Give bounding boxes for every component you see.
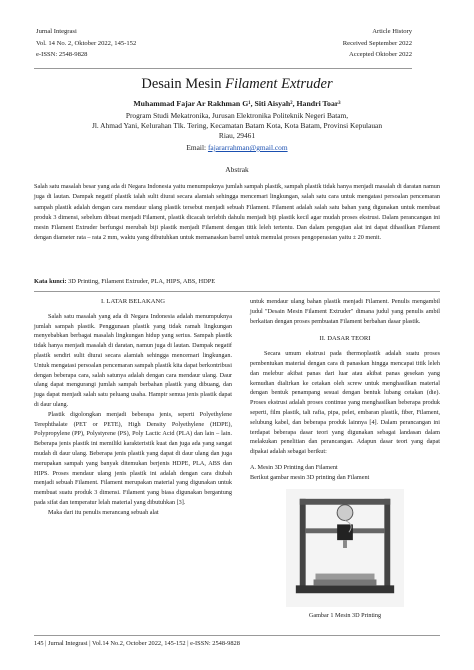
footer-divider (34, 635, 440, 636)
keywords-label: Kata kunci: (34, 278, 67, 285)
paper-title (0, 76, 474, 93)
authors: Muhammad Fajar Ar Rakhman G¹, Siti Aisyah², Handri Toar³ (133, 99, 341, 108)
accepted-date: Accepted Oktober 2022 (349, 51, 412, 58)
keywords-text: 3D Printing, Filament Extruder, PLA, HIPS, ABS, HDPE (66, 278, 216, 285)
page-footer: 145 | Jurnal Integrasi | Vol.14 No.2, October 2022, 145-152 | e-ISSN: 2548-9828 (34, 640, 240, 647)
email-line (0, 143, 474, 152)
section-heading-dasar-teori: II. DASAR TEORI (319, 335, 371, 343)
affiliation (40, 111, 434, 142)
affiliation-line: Riau, 29461 (218, 131, 256, 141)
section-heading-latar-belakang: I. LATAR BELAKANG (100, 298, 166, 305)
subsection-heading: A. Mesin 3D Printing dan Filament (250, 463, 338, 471)
paragraph: Salah satu masalah yang ada di Negara Indonesia adalah menumpuknya jumlah sampah plastik. Penggunaan plastik yang tidak ramah lingkungan menyebabkan berbagai masalah lingkungan hidup yang serius. Sampah plastik tidak hanya menjadi masalah di daratan, namun juga di lautan. Dampak negatif plastik sendiri sulit diurai secara alamiah sehingga mencemari lingkungan. Untuk mengatasi persoalan pencemaran sampah plastik kita dapat berkontribusi dengan beberapa cara, salah satunya adalah dengan cara mendaur ulang. Daur ulang dapat mengurangi jumlah sampah berbahan plastik yang dibuang, dan juga dapat menjadi salah satu peluang usaha. Hampir semua jenis plastik dapat di daur ulang. (34, 312, 232, 408)
email-label: Email: (186, 143, 208, 152)
header-divider (34, 68, 412, 69)
abstract-title: Abstrak (225, 165, 249, 174)
title-italic: Filament Extruder (225, 76, 333, 92)
left-column (34, 297, 232, 518)
email-link[interactable]: fajararrahman@gmail.com (207, 143, 288, 152)
affiliation-line: Program Studi Mekatronika, Jurusan Elektronika Politeknik Negeri Batam, (125, 111, 349, 120)
journal-volume: Vol. 14 No. 2, Oktober 2022, 145-152 (36, 39, 137, 47)
right-column (250, 297, 440, 620)
abstract-body: Salah satu masalah besar yang ada di Negara Indonesia yaitu menumpuknya jumlah sampah plastik, sampah plastik tidak hanya menjadi masalah di daratan namun juga di lautan. Dampak negatif plastik ialah sulit diurai secara alamiah sehingga mencemari lingkungan, salah satu cara untuk mengatasi persoalan pencemaran sampah plastik adalah dengan cara mendaur ulang plastik tersebut menjadi sebuah Filament. Filament adalah salah satu bahan yang digunakan untuk membuat produk 3 dimensi, sebelum dibuat menjadi Filament, plastik dicacah terlebih dahulu menjadi biji plastik kecil agar mudah proses ekstrusi. Dalam perancangan ini mesin Filament Extruder berfungsi merubah biji plastik menjadi Filament dengan titik leleh tertentu. Dan dalam pengujian alat ini dapat dihasilkan Filament dengan diameter rata – rata 2 mm, waktu yang dibutuhkan untuk memanaskan barrel untuk memulai proses pengoperasian yaitu ± 20 menit. (34, 183, 440, 242)
header-right (343, 26, 412, 61)
affiliation-line: Jl. Ahmad Yani, Kelurahan Tlk. Tering, Kecamatan Batam Kota, Kota Batam, Provinsi Kepulauan (91, 121, 383, 131)
keywords-divider (34, 291, 440, 292)
header-left (36, 26, 136, 61)
3d-printer-figure (286, 489, 404, 607)
paragraph: Maka dari itu penulis merancang sebuah alat (48, 508, 159, 516)
paragraph: untuk mendaur ulang bahan plastik menjadi Filament. Penulis mengambil judul "Desain Mesin Filament Extruder" dimana judul yang penulis ambil berkaitan dengan proses pembuatan Filament berbahan dasar plastik. (250, 298, 440, 325)
article-history-label: Article History (372, 28, 412, 35)
paragraph: Plastik digolongkan menjadi beberapa jenis, seperti Polyethylene Terephthalate (PET or PETE), High Density Polyethylene (HDPE), Polypropylene (PP), Polystyrene (PS), Poly Lactic Acid (PLA) dan lain – lain. Beberapa jenis plastik ini memiliki karakteristik kuat dan juga ada yang sangat mudah di daur ulang. Beberapa jenis plastik yang dapat di daur ulang dan juga merupakan sampah yang banyak ditemukan berjenis HDPE, PLA, ABS dan HIPS. Proses mendaur ulang jenis plastik ini adalah dengan cara diubah menjadi sebuah Filament. Filament merupakan material yang digunakan untuk membuat suatu produk 3 dimensi. Filament yang biasa digunakan bergantung pada sifat dan temperatur lelah material yang dibutuhkan [3]. (34, 410, 232, 506)
received-date: Received September 2022 (342, 39, 412, 47)
figure-caption: Gambar 1 Mesin 3D Printing (308, 611, 382, 619)
paragraph: Berikut gambar mesin 3D printing dan Filament (250, 473, 370, 481)
journal-name: Jurnal Integrasi (36, 28, 77, 35)
journal-eissn: e-ISSN: 2548-9828 (36, 51, 88, 58)
paragraph: Secara umum ekstrusi pada thermoplastik adalah suatu proses pembentukan material dengan cara di panaskan hingga mencapai titik leleh dan melebur akibat panas dari luar atau akibat panas gesekan yang kemudian dialirkan ke cetakan oleh screw untuk menghasilkan material dengan bentuk penampang sesuai dengan bentuk lubang cetakan (die). Proses ekstrusi adalah proses continue yang menghasilkan beberapa produk seperti, film plastik, tali rafia, pipa, pelet, embaran plastik, fiber, Filament, selubung kabel, dan beberapa produk lainnya [4]. Dalam perancangan ini terdapat beberapa dasar teori yang digunakan sebagai landasan dalam melakukan penelitian dan perancangan. Adapun dasar teori yang dapat dipakai adalah sebagai berikut: (250, 350, 440, 456)
keywords (34, 278, 440, 285)
title-plain: Desain Mesin (141, 76, 226, 92)
